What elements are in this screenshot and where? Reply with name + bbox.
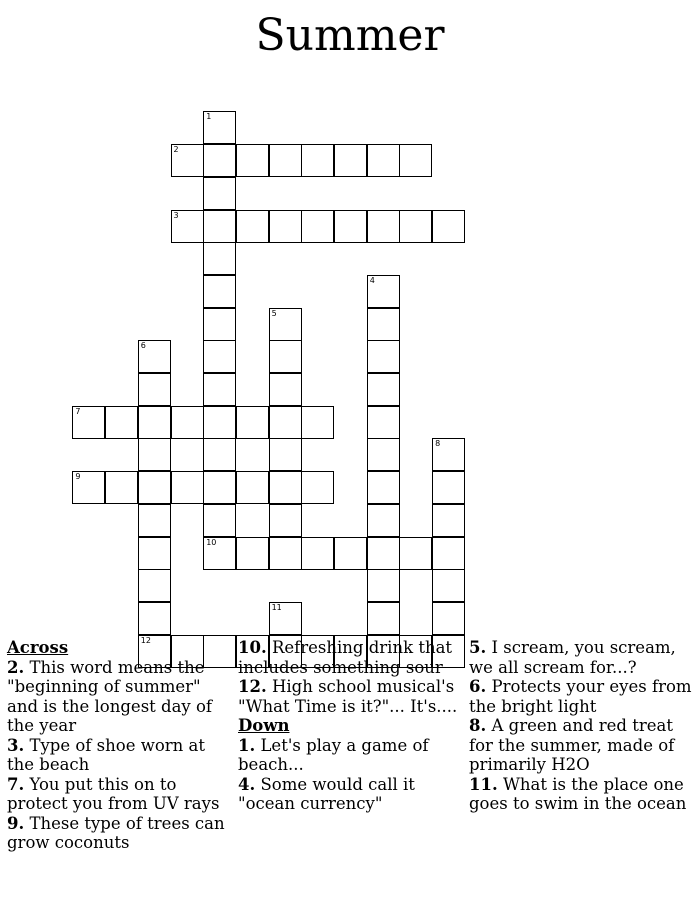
crossword-cell-3[interactable] xyxy=(171,210,204,243)
crossword-cell[interactable] xyxy=(105,471,138,504)
crossword-cell[interactable] xyxy=(269,373,302,406)
crossword-cell[interactable] xyxy=(367,340,400,373)
clue-column-1 xyxy=(7,635,235,853)
clue-down-1 xyxy=(238,736,460,775)
crossword-cell[interactable] xyxy=(203,177,236,210)
crossword-cell[interactable] xyxy=(236,471,269,504)
crossword-cell[interactable] xyxy=(269,340,302,373)
crossword-cell[interactable] xyxy=(432,537,465,570)
clue-across-10 xyxy=(238,638,460,677)
clue-number: 10. xyxy=(238,638,267,657)
crossword-cell[interactable] xyxy=(301,210,334,243)
crossword-cell[interactable] xyxy=(269,438,302,471)
clue-column-3 xyxy=(469,638,693,814)
crossword-cell[interactable] xyxy=(138,406,171,439)
clue-text: Protects your eyes from the bright light xyxy=(469,677,692,716)
clue-number: 7. xyxy=(7,774,25,794)
crossword-cell[interactable] xyxy=(367,373,400,406)
crossword-cell[interactable] xyxy=(269,406,302,439)
clue-number: 8. xyxy=(469,716,487,735)
clue-text: Refreshing drink that includes something sour xyxy=(238,638,453,677)
crossword-cell-8[interactable] xyxy=(432,438,465,471)
crossword-cell[interactable] xyxy=(203,406,236,439)
clue-across-9 xyxy=(7,814,235,853)
crossword-cell-6[interactable] xyxy=(138,340,171,373)
cell-number: 4 xyxy=(369,275,375,285)
crossword-cell[interactable] xyxy=(269,504,302,537)
cell-number: 7 xyxy=(75,406,81,416)
crossword-cell[interactable] xyxy=(236,406,269,439)
crossword-cell[interactable] xyxy=(203,210,236,243)
clue-number: 4. xyxy=(238,774,256,794)
clue-text: A green and red treat for the summer, made of primarily H2O xyxy=(469,716,675,774)
crossword-cell[interactable] xyxy=(171,471,204,504)
cell-number: 9 xyxy=(75,472,81,482)
clue-number: 11. xyxy=(469,774,498,794)
crossword-cell-11[interactable] xyxy=(269,602,302,635)
crossword-cell[interactable] xyxy=(138,537,171,570)
crossword-cell[interactable] xyxy=(367,471,400,504)
clue-down-8 xyxy=(469,716,693,775)
cell-number: 8 xyxy=(435,439,441,449)
crossword-cell[interactable] xyxy=(432,602,465,635)
clue-down-11 xyxy=(469,775,693,814)
clue-number: 5. xyxy=(469,638,487,657)
crossword-cell[interactable] xyxy=(203,308,236,341)
clue-across-7 xyxy=(7,775,235,814)
clue-down-6 xyxy=(469,677,693,716)
crossword-cell[interactable] xyxy=(203,275,236,308)
crossword-cell[interactable] xyxy=(269,537,302,570)
crossword-cell[interactable] xyxy=(269,210,302,243)
crossword-cell[interactable] xyxy=(432,471,465,504)
crossword-cell[interactable] xyxy=(432,210,465,243)
clue-text: Some would call it "ocean currency" xyxy=(238,774,415,813)
cell-number: 2 xyxy=(173,145,179,155)
crossword-cell-5[interactable] xyxy=(269,308,302,341)
cell-number: 6 xyxy=(140,341,146,351)
crossword-cell[interactable] xyxy=(301,406,334,439)
crossword-cell[interactable] xyxy=(334,210,367,243)
crossword-cell[interactable] xyxy=(301,471,334,504)
crossword-cell[interactable] xyxy=(367,602,400,635)
crossword-cell[interactable] xyxy=(367,210,400,243)
clue-text: What is the place one goes to swim in the ocean xyxy=(469,774,687,813)
crossword-cell-1[interactable] xyxy=(203,111,236,144)
crossword-cell[interactable] xyxy=(138,438,171,471)
crossword-cell[interactable] xyxy=(138,569,171,602)
crossword-cell[interactable] xyxy=(269,144,302,177)
crossword-cell[interactable] xyxy=(399,144,432,177)
clue-text: Let's play a game of beach... xyxy=(238,735,429,774)
crossword-cell[interactable] xyxy=(138,602,171,635)
clue-number: 2. xyxy=(7,657,25,677)
cell-number: 1 xyxy=(206,112,212,122)
clue-text: Type of shoe worn at the beach xyxy=(7,735,205,774)
crossword-cell[interactable] xyxy=(138,373,171,406)
crossword-cell[interactable] xyxy=(105,406,138,439)
clue-number: 9. xyxy=(7,813,25,833)
crossword-cell[interactable] xyxy=(334,144,367,177)
crossword-cell[interactable] xyxy=(334,537,367,570)
crossword-cell[interactable] xyxy=(367,308,400,341)
crossword-cell[interactable] xyxy=(367,438,400,471)
crossword-cell[interactable] xyxy=(432,504,465,537)
crossword-cell[interactable] xyxy=(203,373,236,406)
crossword-cell-4[interactable] xyxy=(367,275,400,308)
clue-text: These type of trees can grow coconuts xyxy=(7,813,225,852)
cell-number: 11 xyxy=(271,602,282,612)
crossword-cell[interactable] xyxy=(203,242,236,275)
crossword-cell[interactable] xyxy=(203,144,236,177)
crossword-cell[interactable] xyxy=(367,144,400,177)
crossword-cell[interactable] xyxy=(367,406,400,439)
clue-column-2 xyxy=(238,638,460,814)
clue-number: 12. xyxy=(238,677,267,696)
crossword-cell[interactable] xyxy=(301,144,334,177)
crossword-cell[interactable] xyxy=(367,569,400,602)
clue-down-5 xyxy=(469,638,693,677)
clue-text: High school musical's "What Time is it?"... It's.... xyxy=(238,677,458,716)
crossword-cell[interactable] xyxy=(301,537,334,570)
crossword-cell[interactable] xyxy=(269,471,302,504)
crossword-cell[interactable] xyxy=(236,144,269,177)
clue-number: 3. xyxy=(7,735,25,755)
puzzle-title: Summer xyxy=(255,10,445,61)
crossword-cell-10[interactable] xyxy=(203,537,236,570)
across-heading: Across xyxy=(7,638,69,657)
crossword-cell[interactable] xyxy=(138,504,171,537)
crossword-cell[interactable] xyxy=(203,340,236,373)
crossword-cell[interactable] xyxy=(367,504,400,537)
clue-across-2 xyxy=(7,658,235,736)
crossword-cell[interactable] xyxy=(138,471,171,504)
clue-across-12 xyxy=(238,677,460,716)
clue-number: 1. xyxy=(238,735,256,755)
down-heading: Down xyxy=(238,716,290,735)
crossword-cell[interactable] xyxy=(203,438,236,471)
clue-across-3 xyxy=(7,736,235,775)
cell-number: 3 xyxy=(173,210,179,220)
crossword-cell-2[interactable] xyxy=(171,144,204,177)
cell-number: 12 xyxy=(140,635,151,645)
clue-number: 6. xyxy=(469,677,487,696)
crossword-cell[interactable] xyxy=(203,504,236,537)
crossword-cell[interactable] xyxy=(399,537,432,570)
clue-text: You put this on to protect you from UV rays xyxy=(7,774,220,813)
crossword-cell[interactable] xyxy=(171,406,204,439)
cell-number: 5 xyxy=(271,308,277,318)
crossword-cell[interactable] xyxy=(236,537,269,570)
clue-down-4 xyxy=(238,775,460,814)
crossword-cell[interactable] xyxy=(432,569,465,602)
clue-text: I scream, you scream, we all scream for...? xyxy=(469,638,676,677)
crossword-cell-9[interactable] xyxy=(72,471,105,504)
crossword-cell[interactable] xyxy=(203,471,236,504)
crossword-cell[interactable] xyxy=(367,537,400,570)
crossword-cell-7[interactable] xyxy=(72,406,105,439)
crossword-cell[interactable] xyxy=(236,210,269,243)
cell-number: 10 xyxy=(206,537,217,547)
clue-text: This word means the "beginning of summer" and is the longest day of the year xyxy=(7,657,213,735)
crossword-cell[interactable] xyxy=(399,210,432,243)
